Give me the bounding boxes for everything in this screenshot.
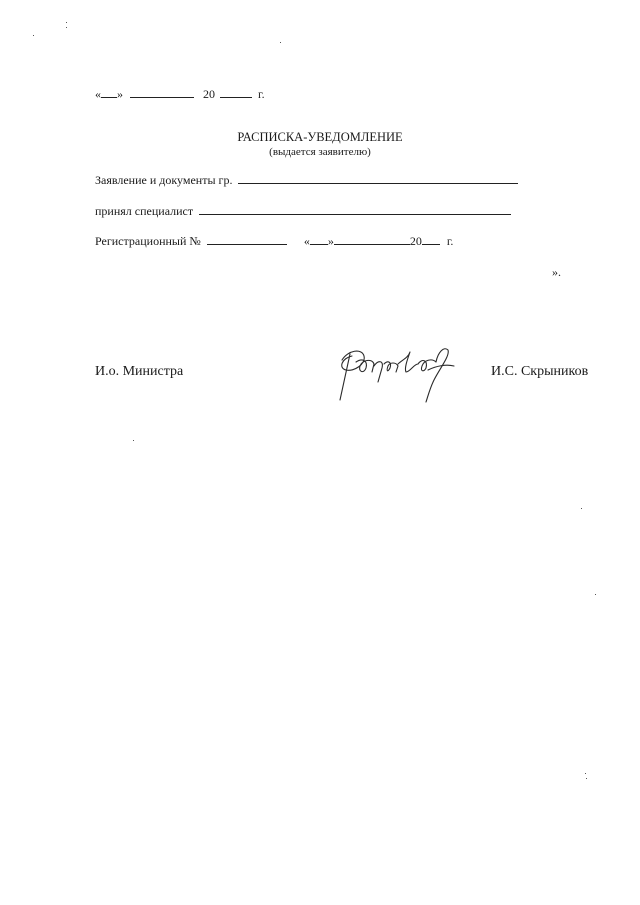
month-blank [130,86,194,98]
reg-close-quote: » [327,234,334,248]
signatory-name: И.С. Скрыников [491,364,589,379]
scan-speck [33,35,34,36]
reg-year-suffix: г. [446,234,454,248]
reg-year-blank [422,233,440,245]
specialist-blank [199,203,511,215]
year-blank [220,86,252,98]
registration-line [95,233,453,248]
scan-speck [133,440,134,441]
reg-open-quote: « [303,234,310,248]
day-blank [101,86,117,98]
date-close-quote: » [117,87,123,101]
reg-day-blank [310,233,328,245]
scan-speck [66,27,67,28]
scan-speck [586,778,587,779]
scan-speck [581,508,582,509]
documents-label: Заявление и документы гр. [95,173,233,187]
scan-speck [585,773,586,774]
signatory-position: И.о. Министра [95,364,184,379]
handwritten-signature [328,342,468,406]
registration-number-blank [207,233,287,245]
scan-speck [595,594,596,595]
scan-speck [66,22,67,23]
reg-month-blank [334,233,410,245]
date-year-prefix: 20 [203,87,215,101]
registration-label: Регистрационный № [95,234,201,248]
specialist-label: принял специалист [95,204,194,218]
documents-line [95,172,518,187]
date-open-quote: « [95,87,101,101]
specialist-line [95,203,511,218]
closing-quote: ». [552,265,561,279]
receipt-title: РАСПИСКА-УВЕДОМЛЕНИЕ [237,130,403,144]
date-line [95,86,265,101]
reg-year-prefix: 20 [409,234,422,248]
receipt-subtitle: (выдается заявителю) [269,146,371,158]
scan-speck [280,42,281,43]
date-year-suffix: г. [258,87,265,101]
documents-blank [238,172,518,184]
